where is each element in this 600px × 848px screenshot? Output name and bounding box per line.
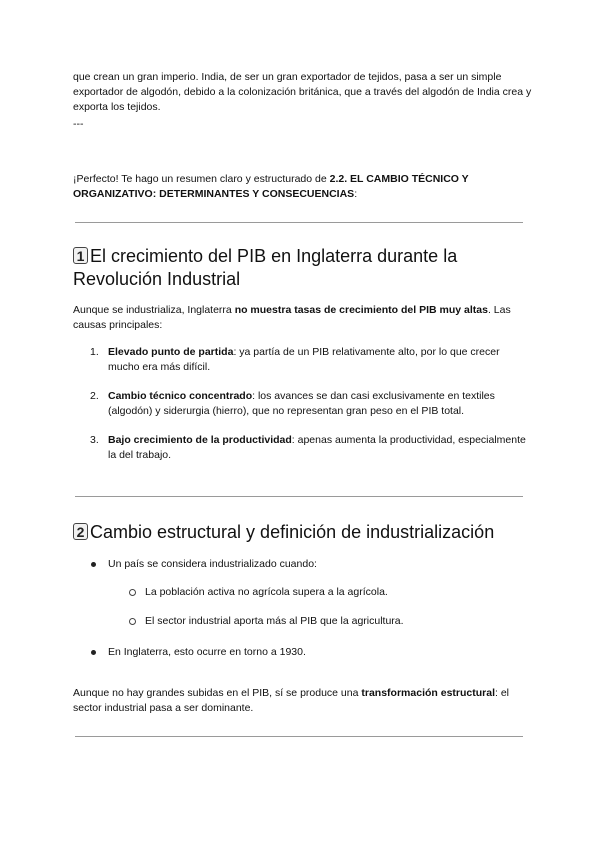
divider-2	[75, 496, 523, 497]
closing-suffix: : el sector industrial pasa a ser dominante.	[73, 687, 510, 714]
list-item-bold: Cambio técnico concentrado	[108, 390, 253, 402]
sub-bullet-text: La población activa no agrícola supera a la agrícola.	[145, 586, 388, 598]
intro-paragraph	[73, 70, 533, 115]
summary-prefix: ¡Perfecto! Te hago un resumen claro y estructurado de	[73, 173, 330, 185]
divider-1	[75, 222, 523, 223]
section1-lead-bold: no muestra tasas de crecimiento del PIB muy altas	[234, 304, 488, 316]
causes-list	[73, 345, 533, 477]
intro-separator	[73, 117, 533, 132]
bullet-circle-icon	[129, 589, 136, 596]
intro-text: que crean un gran imperio. India, de ser un gran exportador de tejidos, pasa a ser un simple exportador de algodón, debido a la colonización británica, que a través del algodón de India crea y exporta los tejidos.	[73, 71, 532, 113]
list-item-bold: Bajo crecimiento de la productividad	[108, 434, 292, 446]
list-item-bold: Elevado punto de partida	[108, 346, 234, 358]
summary-bold: 2.2. EL CAMBIO TÉCNICO Y ORGANIZATIVO: DETERMINANTES Y CONSECUENCIAS	[73, 173, 469, 200]
sub-bullet-text: El sector industrial aporta más al PIB que la agricultura.	[145, 615, 404, 627]
bullet-dot-icon	[91, 650, 96, 655]
sub-bullet-item	[145, 585, 535, 600]
sub-bullet-item	[145, 614, 535, 629]
list-number: 2.	[90, 390, 99, 402]
summary-suffix: :	[354, 188, 358, 200]
section2-heading	[73, 521, 543, 544]
bullet-text: En Inglaterra, esto ocurre en torno a 1930.	[108, 646, 306, 658]
bullet-item	[108, 557, 528, 572]
section1-lead-suffix: . Las causas principales:	[73, 304, 511, 331]
summary-paragraph	[73, 172, 533, 202]
list-item	[73, 389, 533, 419]
list-item	[73, 345, 533, 375]
section1-heading	[73, 245, 543, 291]
bullet-text: Un país se considera industrializado cuando:	[108, 558, 317, 570]
bullet-dot-icon	[91, 562, 96, 567]
bullet-circle-icon	[129, 618, 136, 625]
number-two-icon: 2	[73, 523, 88, 540]
section2-title: Cambio estructural y definición de industrialización	[90, 522, 495, 542]
number-one-icon: 1	[73, 247, 88, 264]
list-number: 1.	[90, 346, 99, 358]
divider-3	[75, 736, 523, 737]
closing-prefix: Aunque no hay grandes subidas en el PIB, sí se produce una	[73, 687, 362, 699]
section1-lead-prefix: Aunque se industrializa, Inglaterra	[73, 304, 235, 316]
section1-lead	[73, 303, 533, 333]
closing-bold: transformación estructural	[361, 687, 495, 699]
list-item-text: : ya partía de un PIB relativamente alto, por lo que crecer mucho era más difícil.	[108, 346, 500, 373]
section2-closing	[73, 686, 533, 716]
bullet-item	[108, 645, 528, 660]
separator-text: ---	[73, 118, 84, 130]
list-number: 3.	[90, 434, 99, 446]
list-item-text: : apenas aumenta la productividad, especialmente la del trabajo.	[108, 434, 526, 461]
list-item-text: : los avances se dan casi exclusivamente en textiles (algodón) y siderurgia (hierro), que no representan gran peso en el PIB total.	[108, 390, 495, 417]
section1-title: El crecimiento del PIB en Inglaterra durante la Revolución Industrial	[73, 246, 458, 289]
list-item	[73, 433, 533, 463]
